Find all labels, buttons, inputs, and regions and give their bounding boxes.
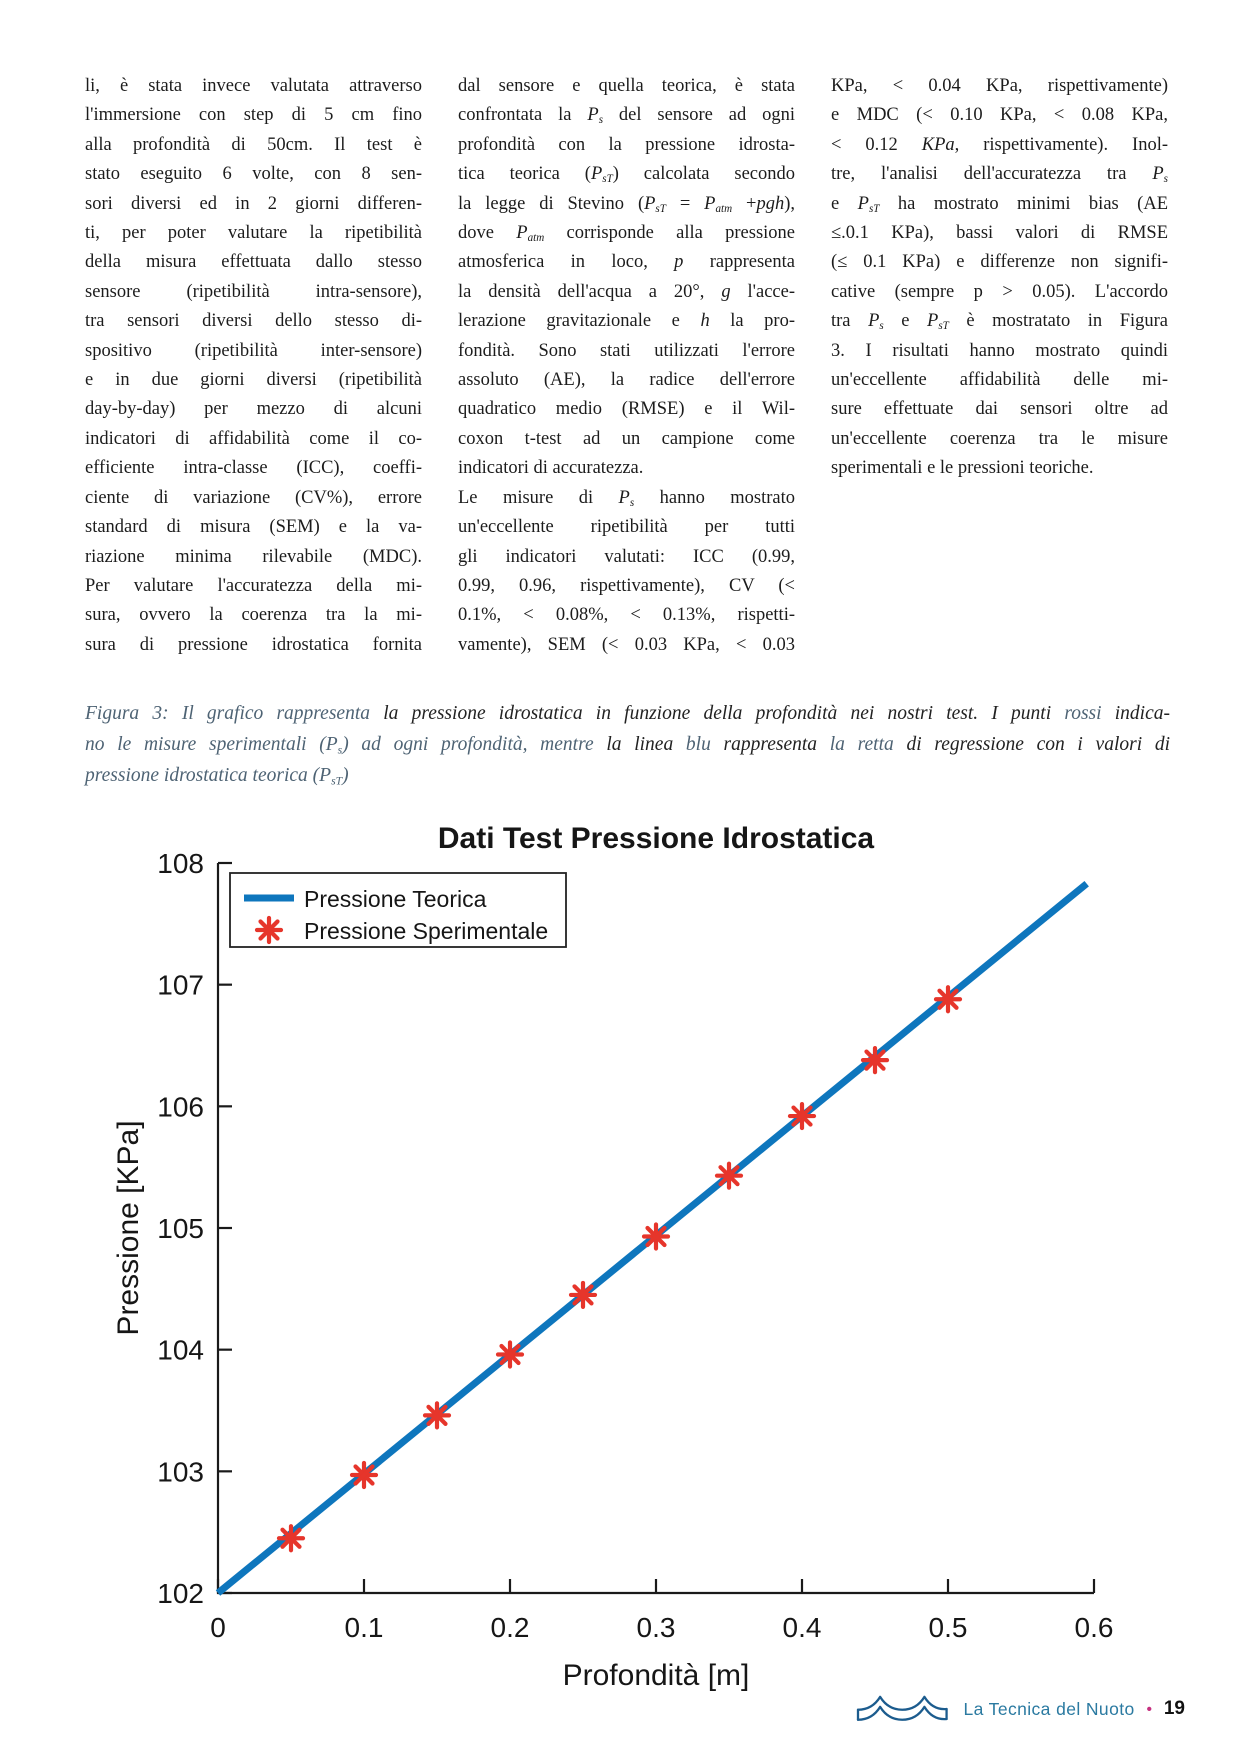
x-axis-label: Profondità [m] (562, 1659, 750, 1692)
text-line: sura di pressione idrostatica fornita (85, 634, 422, 655)
text-line: riazione minima rilevabile (MDC). (85, 546, 422, 567)
text-line: sure effettuate dai sensori oltre ad (831, 399, 1168, 420)
text-line: quadratico medio (RMSE) e il Wil- (458, 399, 795, 420)
text-line: confrontata la $P_s$ del sensore ad ogni (458, 105, 796, 127)
text-line: ≤.0.1 KPa), bassi valori di RMSE (831, 223, 1168, 244)
text-line: Le misure di $P_s$ hanno mostrato (458, 487, 795, 509)
text-line: e MDC (< 0.10 KPa, < 0.08 KPa, (831, 105, 1168, 126)
text-line: (≤ 0.1 KPa) e differenze non signifi- (831, 252, 1168, 273)
svg-text:108: 108 (157, 848, 204, 879)
text-line: indicatori di accuratezza. (458, 458, 644, 479)
text-line: vamente), SEM (< 0.03 KPa, < 0.03 (458, 634, 795, 655)
text-line: sperimentali e le pressioni teoriche. (831, 458, 1094, 479)
text-line: li, è stata invece valutata attraverso (85, 76, 422, 96)
svg-text:0.5: 0.5 (928, 1612, 968, 1643)
text-line: 0.1%, < 0.08%, < 0.13%, rispetti- (458, 605, 795, 626)
article-column-1 (85, 72, 422, 660)
text-line: un'eccellente ripetibilità per tutti (458, 517, 795, 538)
text-line: tra $P_s$ e $P_{sT}$ è mostratato in Figura (831, 311, 1169, 333)
text-line: un'eccellente coerenza tra le misure (831, 428, 1168, 449)
text-line: un'eccellente affidabilità delle mi- (831, 370, 1168, 391)
text-line: tra sensori diversi dello stesso di- (85, 311, 422, 332)
text-line: la densità dell'acqua a 20°, g l'acce- (458, 281, 795, 302)
text-line: profondità con la pressione idrosta- (458, 134, 795, 155)
text-line: tica teorica $(P_{sT})$ calcolata secondo (458, 164, 796, 186)
page-footer (853, 1690, 1185, 1728)
text-line: KPa, < 0.04 KPa, rispettivamente) (831, 76, 1168, 96)
y-axis-label: Pressione [KPa] (112, 1120, 145, 1336)
waves-logo-icon (853, 1690, 953, 1728)
svg-text:104: 104 (157, 1334, 204, 1366)
text-line: < 0.12 KPa, rispettivamente). Inol- (831, 134, 1168, 155)
text-line: coxon t-test ad un campione come (458, 428, 795, 449)
text-line: sura, ovvero la coerenza tra la mi- (85, 605, 422, 626)
svg-text:107: 107 (157, 969, 204, 1001)
text-line: ti, per poter valutare la ripetibilità (85, 223, 422, 244)
page-number: 19 (1163, 1698, 1185, 1719)
svg-text:106: 106 (157, 1091, 204, 1123)
svg-text:105: 105 (157, 1213, 204, 1244)
svg-text:103: 103 (157, 1456, 204, 1488)
text-line: indicatori di affidabilità come il co- (85, 428, 422, 449)
text-line: della misura effettuata dallo stesso (85, 252, 422, 273)
text-line: e in due giorni diversi (ripetibilità (85, 370, 422, 391)
svg-text:Pressione Teorica: Pressione Teorica (304, 886, 487, 912)
text-line: 0.99, 0.96, rispettivamente), CV (< (458, 575, 795, 596)
figure-3-chart (110, 778, 1170, 1728)
text-line: fondità. Sono stati utilizzati l'errore (458, 340, 795, 361)
pressure-depth-plot (110, 778, 1170, 1728)
svg-text:0: 0 (210, 1612, 226, 1643)
article-column-3 (831, 72, 1168, 660)
text-line: lerazione gravitazionale e h la pro- (458, 311, 795, 332)
text-line: tre, l'analisi dell'accuratezza tra $P_s$ (831, 164, 1168, 186)
text-line: dal sensore e quella teorica, è stata (458, 76, 795, 96)
text-line: spositivo (ripetibilità inter-sensore) (85, 340, 422, 361)
text-line: atmosferica in loco, p rappresenta (458, 252, 795, 273)
svg-text:0.6: 0.6 (1074, 1612, 1114, 1643)
text-line: e $P_{sT}$ ha mostrato minimi bias (AE (831, 193, 1168, 215)
text-line: dove $P_{atm}$ corrisponde alla pressione (458, 223, 795, 245)
text-line: sori diversi ed in 2 giorni differen- (85, 193, 422, 214)
svg-text:0.4: 0.4 (782, 1612, 822, 1643)
text-line: alla profondità di 50cm. Il test è (85, 134, 422, 155)
chart-title: Dati Test Pressione Idrostatica (437, 822, 875, 855)
svg-text:Pressione Sperimentale: Pressione Sperimentale (304, 918, 549, 944)
caption-line: pressione idrostatica teorica $(P_{sT})$ (85, 765, 349, 788)
svg-text:0.3: 0.3 (636, 1612, 676, 1643)
article-columns (85, 72, 1168, 660)
svg-text:0.1: 0.1 (344, 1612, 384, 1643)
text-line: 3. I risultati hanno mostrato quindi (831, 340, 1168, 361)
text-line: day-by-day) per mezzo di alcuni (85, 399, 422, 420)
y-axis (157, 848, 232, 1609)
text-line: l'immersione con step di 5 cm fino (85, 105, 422, 126)
text-line: Per valutare l'accuratezza della mi- (85, 575, 422, 596)
text-line: ciente di variazione (CV%), errore (85, 487, 422, 508)
svg-text:102: 102 (157, 1578, 204, 1609)
text-line: stato eseguito 6 volte, con 8 sen- (85, 164, 422, 185)
caption-line: no le misure sperimentali $(P_s)$ ad ogni profondità, mentre la linea blu rappresenta la retta di regressione con i valori di (85, 734, 1170, 757)
x-axis (210, 1579, 1113, 1643)
article-column-2 (458, 72, 795, 660)
brand-name: La Tecnica del Nuoto (963, 1698, 1135, 1719)
text-line: standard di misura (SEM) e la va- (85, 517, 422, 538)
caption-line: Figura 3: Il grafico rappresenta la pressione idrostatica in funzione della profondità nei nostri test. I punti rossi indica- (85, 703, 1171, 724)
text-line: gli indicatori valutati: ICC (0.99, (458, 546, 795, 567)
text-line: cative (sempre p > 0.05). L'accordo (831, 281, 1168, 302)
text-line: la legge di Stevino $(P_{sT} = P_{atm} +pgh)$, (458, 193, 796, 215)
chart-legend (230, 873, 566, 947)
footer-bullet: • (1146, 1700, 1152, 1718)
text-line: efficiente intra-classe (ICC), coeffi- (85, 458, 422, 479)
text-line: assoluto (AE), la radice dell'errore (458, 370, 795, 391)
svg-text:0.2: 0.2 (490, 1612, 530, 1643)
text-line: sensore (ripetibilità intra-sensore), (85, 281, 422, 302)
